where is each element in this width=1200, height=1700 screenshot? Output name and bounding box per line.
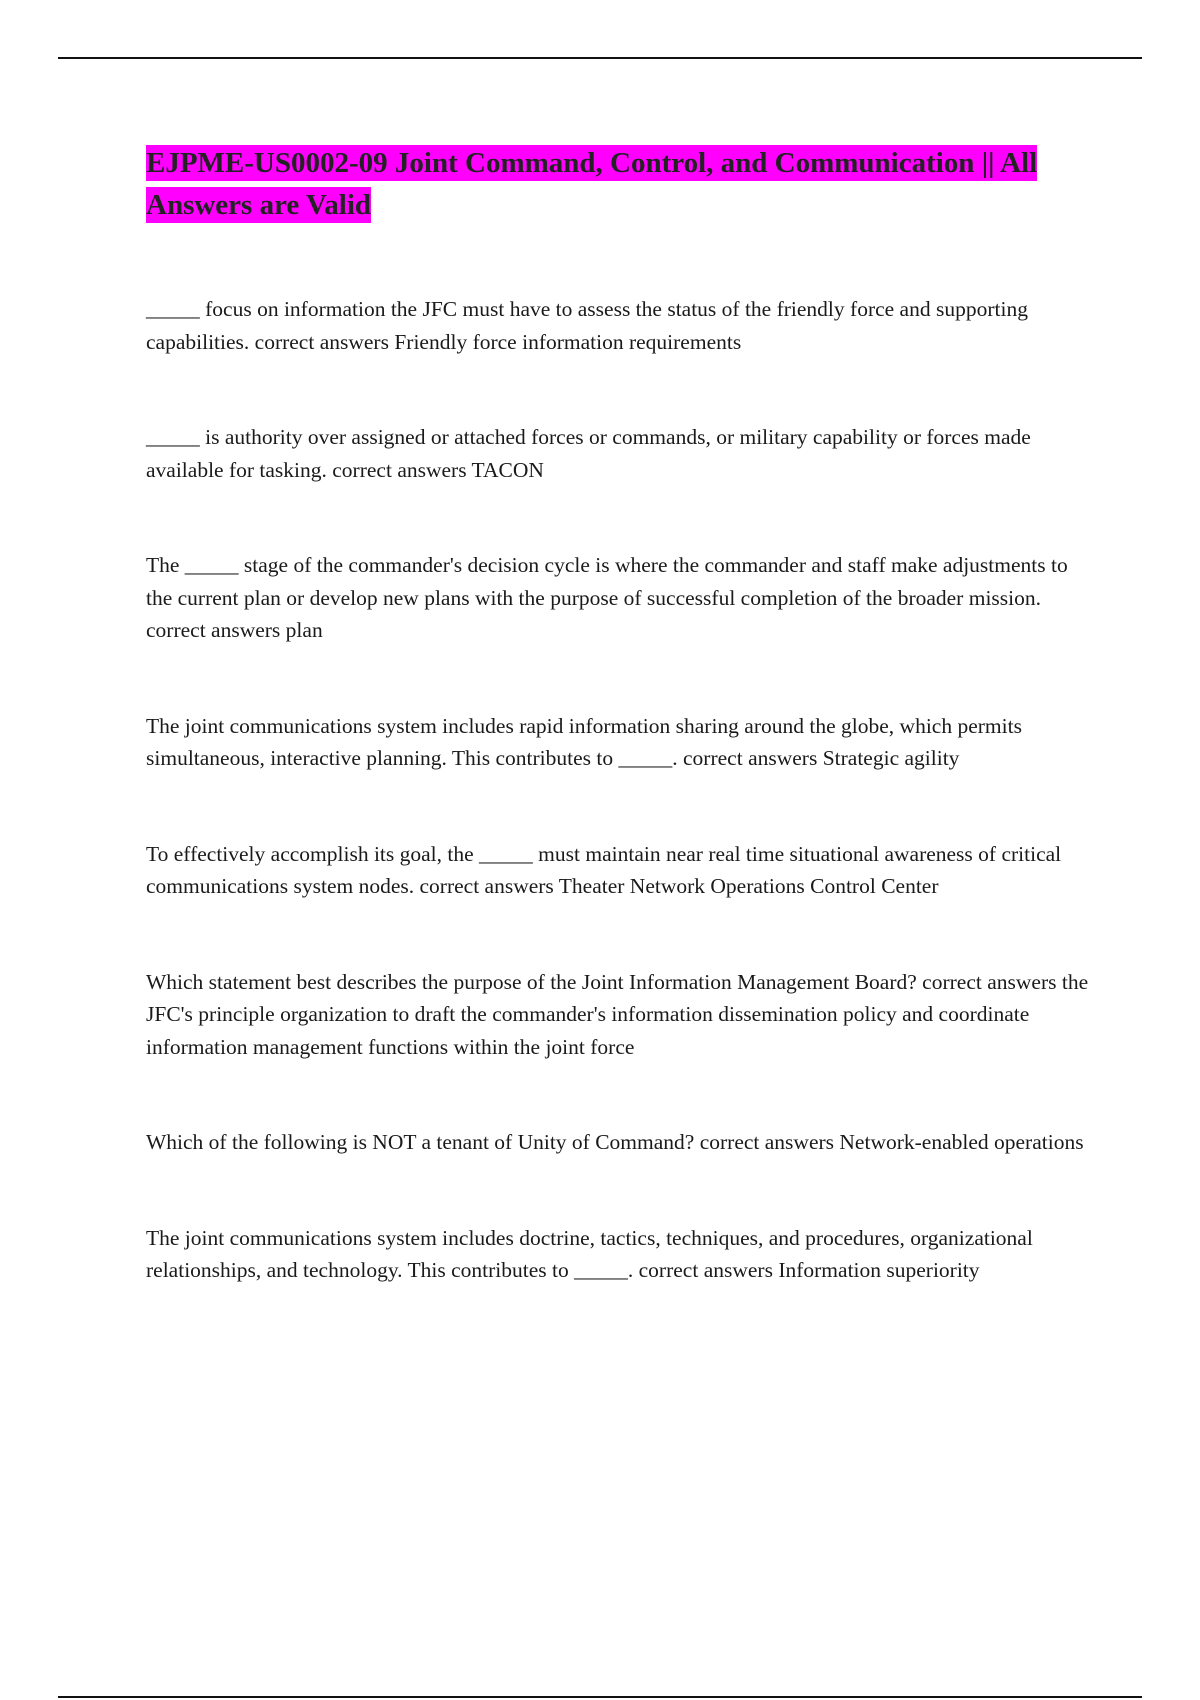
document-title: [146, 142, 1091, 226]
qa-list: [146, 293, 1091, 1287]
qa-item: The joint communications system includes rapid information sharing around the globe, which permits simultaneous, interactive planning. This contributes to _____. correct answers Strategic agility: [146, 713, 1022, 770]
qa-item: Which statement best describes the purpose of the Joint Information Management Board? correct answers the JFC's principle organization to draft the commander's information dissemination policy and coordinate information management functions within the joint force: [146, 969, 1089, 1059]
qa-item: Which of the following is NOT a tenant of Unity of Command? correct answers Network-enabled operations: [146, 1130, 1084, 1154]
top-rule: [58, 57, 1142, 59]
qa-item: _____ is authority over assigned or attached forces or commands, or military capability or forces made available for tasking. correct answers TACON: [146, 425, 1031, 482]
document-body: [146, 142, 1091, 1287]
qa-item: The joint communications system includes doctrine, tactics, techniques, and procedures, organizational relationships, and technology. This contributes to _____. correct answers Information superiority: [146, 1225, 1033, 1282]
qa-item: The _____ stage of the commander's decision cycle is where the commander and staff make adjustments to the current plan or develop new plans with the purpose of successful completion of the broader mission. correct answers plan: [146, 553, 1068, 642]
bottom-rule: [58, 1696, 1142, 1698]
qa-item: To effectively accomplish its goal, the _____ must maintain near real time situational awareness of critical communications system nodes. correct answers Theater Network Operations Control Center: [146, 841, 1062, 898]
qa-item: _____ focus on information the JFC must have to assess the status of the friendly force and supporting capabilities. correct answers Friendly force information requirements: [146, 297, 1028, 354]
title-highlight: EJPME-US0002-09 Joint Command, Control, and Communication || All Answers are Valid: [146, 147, 1038, 221]
